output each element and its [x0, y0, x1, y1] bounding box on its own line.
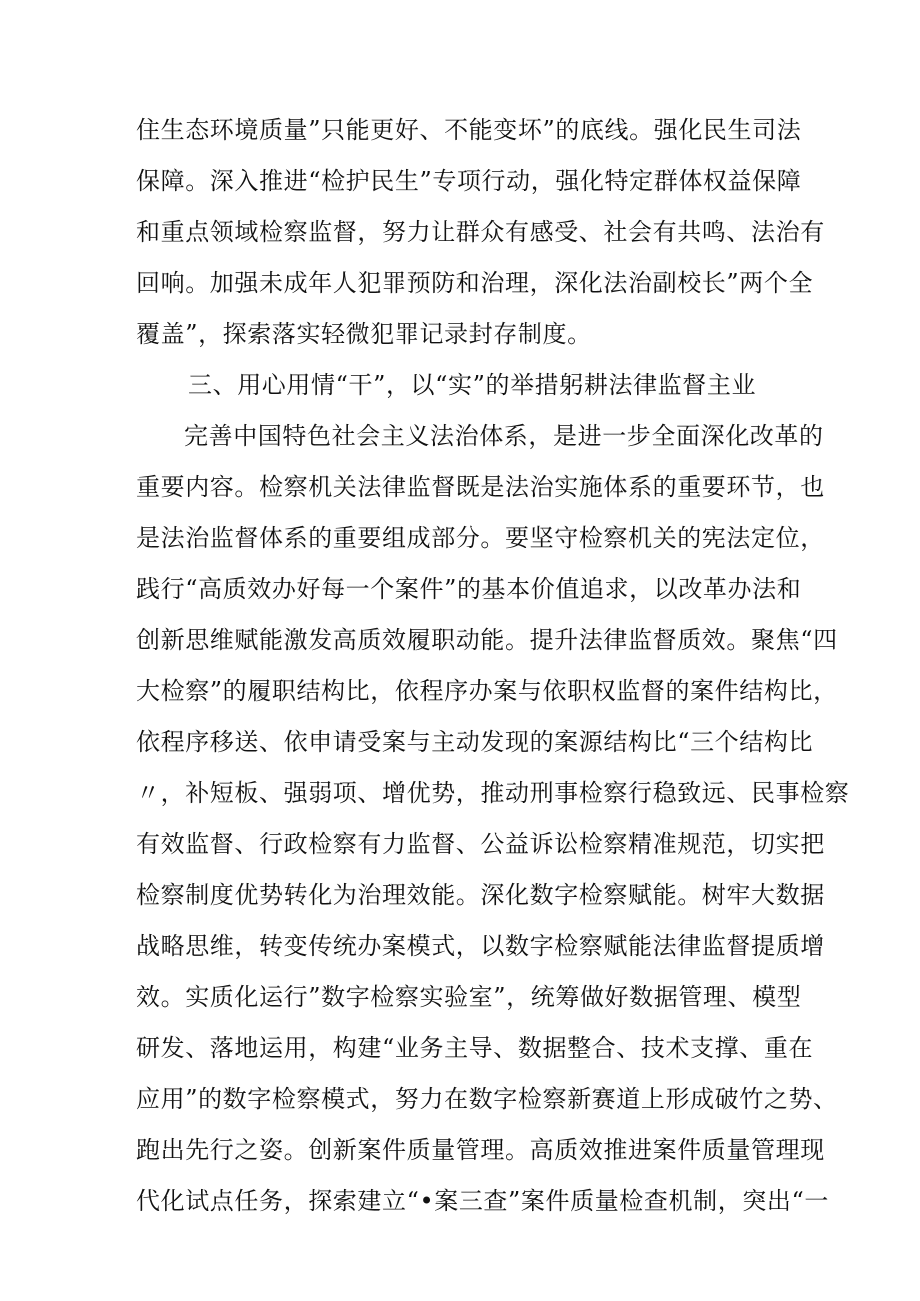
- text-line: 覆盖”，探索落实轻微犯罪记录封存制度。: [136, 320, 592, 348]
- text-line: 保障。深入推进“检护民生”专项行动，强化特定群体权益保障: [136, 167, 802, 195]
- text-line: 研发、落地运用，构建“业务主导、数据整合、技术支撑、重在: [136, 1034, 814, 1062]
- text-line: 检察制度优势转化为治理效能。深化数字检察赋能。树牢大数据: [136, 881, 825, 909]
- text-line: 〃，补短板、强弱项、增优势，推动刑事检察行稳致远、民事检察: [136, 779, 850, 807]
- text-line: 回响。加强未成年人犯罪预防和治理，深化法治副校长”两个全: [136, 269, 814, 297]
- text-line: 是法治监督体系的重要组成部分。要坚守检察机关的宪法定位，: [136, 524, 825, 552]
- text-line: 效。实质化运行”数字检察实验室”，统筹做好数据管理、模型: [136, 983, 802, 1011]
- text-line: 住生态环境质量”只能更好、不能变坏”的底线。强化民生司法: [136, 116, 802, 144]
- text-line: 和重点领域检察监督，努力让群众有感受、社会有共鸣、法治有: [136, 218, 825, 246]
- text-line: 创新思维赋能激发高质效履职动能。提升法律监督质效。聚焦“四: [136, 626, 838, 654]
- text-line: 有效监督、行政检察有力监督、公益诉讼检察精准规范，切实把: [136, 830, 825, 858]
- text-line: 应用”的数字检察模式，努力在数字检察新赛道上形成破竹之势、: [136, 1085, 838, 1113]
- text-line: 战略思维，转变传统办案模式，以数字检察赋能法律监督提质增: [136, 932, 825, 960]
- text-line: 跑出先行之姿。创新案件质量管理。高质效推进案件质量管理现: [136, 1136, 825, 1164]
- text-line: 重要内容。检察机关法律监督既是法治实施体系的重要环节，也: [136, 473, 825, 501]
- text-line: 大检察”的履职结构比，依程序办案与依职权监督的案件结构比，: [136, 677, 838, 705]
- text-line: 完善中国特色社会主义法治体系，是进一步全面深化改革的: [184, 422, 824, 450]
- section-heading: 三、用心用情“干”，以“实”的举措躬耕法律监督主业: [188, 371, 757, 399]
- text-line: 践行“高质效办好每一个案件”的基本价值追求，以改革办法和: [136, 575, 802, 603]
- text-line: 依程序移送、依申请受案与主动发现的案源结构比“三个结构比: [136, 728, 814, 756]
- text-line: 代化试点任务，探索建立“•案三查”案件质量检查机制，突出“一: [136, 1187, 829, 1215]
